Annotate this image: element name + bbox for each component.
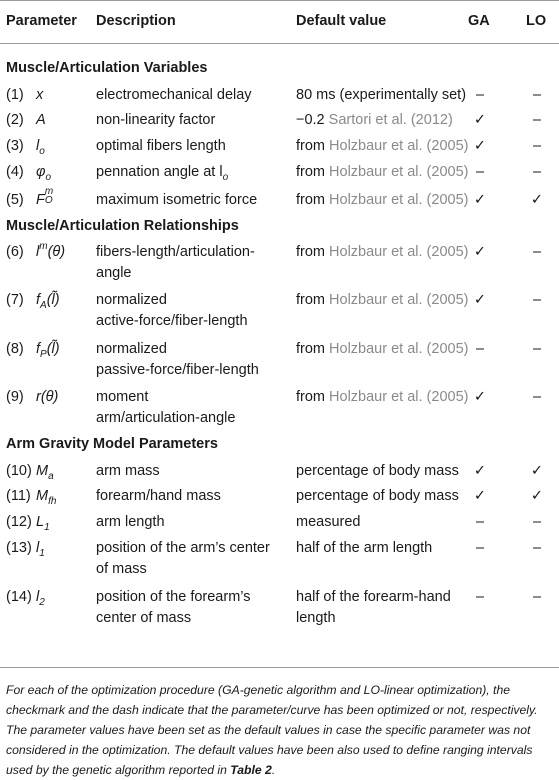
row-default <box>296 162 468 183</box>
row-description: position of the arm’s center <box>96 540 270 556</box>
row-symbol: $f_A(l̃)$ <box>36 292 60 311</box>
row-number: (5) <box>6 192 24 208</box>
citation-link[interactable]: Holzbaur et al. (2005) <box>329 164 469 180</box>
row-description-line2: arm/articulation-angle <box>96 410 236 426</box>
default-value: from <box>296 164 325 180</box>
row-number: (13) <box>6 540 32 556</box>
row-lo-mark: – <box>532 540 542 556</box>
row-symbol: A <box>36 112 46 128</box>
row-ga-mark: ✓ <box>473 463 487 479</box>
row-description: non-linearity factor <box>96 112 216 128</box>
table-footnote <box>6 680 554 780</box>
row-lo-mark: – <box>532 589 542 605</box>
header-default-value: Default value <box>296 13 387 29</box>
row-lo-mark: – <box>532 87 542 103</box>
row-description: normalized <box>96 292 167 308</box>
default-value: from <box>296 389 325 405</box>
row-description: moment <box>96 389 149 405</box>
row-default: 80 ms (experimentally set) <box>296 87 467 103</box>
row-symbol: $\varphi_o$ <box>36 164 52 183</box>
row-symbol: r(θ) <box>36 389 59 405</box>
row-number: (10) <box>6 463 32 479</box>
row-description: optimal fibers length <box>96 138 226 154</box>
row-default <box>296 190 468 211</box>
row-number: (12) <box>6 514 32 530</box>
row-default: measured <box>296 514 361 530</box>
row-ga-mark: ✓ <box>473 488 487 504</box>
footnote-text: For each of the optimization procedure (GA-genetic algorithm and LO-linear optimization), the checkmark and the dash indicate that the parameter/curve has been optimized or not, respectively. The parameter values have been set as the default values in case the specific parameter was not considered in the optimization. The default values have been also used to define ranging intervals used by the genetic algorithm reported in <box>6 683 538 777</box>
row-number: (11) <box>6 488 31 504</box>
default-value: from <box>296 192 325 208</box>
row-ga-mark: ✓ <box>473 389 487 405</box>
row-default: percentage of body mass <box>296 488 459 504</box>
default-value: from <box>296 138 325 154</box>
row-number: (7) <box>6 292 24 308</box>
row-number: (14) <box>6 589 32 605</box>
citation-link[interactable]: Holzbaur et al. (2005) <box>329 389 469 405</box>
row-description-line2: passive-force/fiber-length <box>96 362 259 378</box>
row-number: (6) <box>6 244 24 260</box>
row-ga-mark: – <box>475 341 485 357</box>
row-description: electromechanical delay <box>96 87 252 103</box>
table-bottom-rule <box>0 667 559 668</box>
row-number: (2) <box>6 112 24 128</box>
row-description-line2: of mass <box>96 561 147 577</box>
row-lo-mark: – <box>532 164 542 180</box>
section-title: Arm Gravity Model Parameters <box>6 436 218 452</box>
row-lo-mark: ✓ <box>530 192 544 208</box>
header-rule <box>0 43 559 44</box>
row-lo-mark: ✓ <box>530 463 544 479</box>
header-ga: GA <box>468 13 490 29</box>
row-description-line2: angle <box>96 265 132 281</box>
desc-subscript: o <box>222 172 229 183</box>
row-description-line2: active-force/fiber-length <box>96 313 248 329</box>
row-lo-mark: – <box>532 514 542 530</box>
row-ga-mark: ✓ <box>473 138 487 154</box>
row-ga-mark: ✓ <box>473 292 487 308</box>
header-parameter: Parameter <box>6 13 77 29</box>
row-description: arm mass <box>96 463 160 479</box>
citation-link[interactable]: Holzbaur et al. (2005) <box>329 341 469 357</box>
row-ga-mark: – <box>475 164 485 180</box>
citation-link[interactable]: Sartori et al. (2012) <box>328 112 453 128</box>
row-default: half of the forearm-hand <box>296 589 451 605</box>
row-symbol: $l_1$ <box>36 540 45 559</box>
row-ga-mark: ✓ <box>473 112 487 128</box>
row-ga-mark: – <box>475 87 485 103</box>
citation-link[interactable]: Holzbaur et al. (2005) <box>329 138 469 154</box>
citation-link[interactable]: Holzbaur et al. (2005) <box>329 192 469 208</box>
row-default <box>296 339 468 360</box>
row-description-line2: center of mass <box>96 610 192 626</box>
table-top-rule <box>0 0 559 1</box>
row-default <box>296 242 468 263</box>
row-lo-mark: – <box>532 112 542 128</box>
row-description: maximum isometric force <box>96 192 258 208</box>
row-description: normalized <box>96 341 167 357</box>
row-symbol: $L_1$ <box>36 514 50 533</box>
row-default: half of the arm length <box>296 540 433 556</box>
row-description: position of the forearm’s <box>96 589 251 605</box>
row-default: percentage of body mass <box>296 463 459 479</box>
table-reference-link[interactable]: Table 2 <box>230 763 272 777</box>
row-symbol: x <box>36 87 44 103</box>
row-default <box>296 387 468 408</box>
row-description <box>96 162 228 184</box>
row-symbol: $M_{fh}$ <box>36 488 57 507</box>
row-default <box>296 290 468 311</box>
header-lo: LO <box>526 13 547 29</box>
default-value: −0.2 <box>296 112 325 128</box>
row-lo-mark: – <box>532 389 542 405</box>
footnote-end: . <box>271 763 276 777</box>
row-symbol: $l_o$ <box>36 138 45 157</box>
default-value: from <box>296 292 325 308</box>
citation-link[interactable]: Holzbaur et al. (2005) <box>329 292 469 308</box>
default-value: from <box>296 341 325 357</box>
section-title: Muscle/Articulation Variables <box>6 60 208 76</box>
row-number: (1) <box>6 87 24 103</box>
row-ga-mark: – <box>475 514 485 530</box>
row-lo-mark: ✓ <box>530 488 544 504</box>
row-ga-mark: – <box>475 540 485 556</box>
section-title: Muscle/Articulation Relationships <box>6 218 239 234</box>
default-value: from <box>296 244 325 260</box>
header-description: Description <box>96 13 176 29</box>
row-number: (3) <box>6 138 24 154</box>
desc-text: pennation angle at l <box>96 164 223 180</box>
row-description: forearm/hand mass <box>96 488 221 504</box>
row-lo-mark: – <box>532 138 542 154</box>
row-lo-mark: – <box>532 341 542 357</box>
row-symbol: F m O <box>36 186 54 208</box>
row-symbol: $M_a$ <box>36 463 54 482</box>
row-default-line2: length <box>296 610 336 626</box>
row-description: fibers-length/articulation- <box>96 244 255 260</box>
row-description: arm length <box>96 514 165 530</box>
row-number: (8) <box>6 341 24 357</box>
row-lo-mark: – <box>532 292 542 308</box>
row-default <box>296 110 453 131</box>
row-symbol: $l^m(\theta)$ <box>36 241 66 260</box>
row-symbol: $f_P(l̃)$ <box>36 341 60 360</box>
row-number: (9) <box>6 389 24 405</box>
row-symbol: $l_2$ <box>36 589 45 608</box>
row-default <box>296 136 468 157</box>
row-lo-mark: – <box>532 244 542 260</box>
row-ga-mark: ✓ <box>473 192 487 208</box>
citation-link[interactable]: Holzbaur et al. (2005) <box>329 244 469 260</box>
row-ga-mark: ✓ <box>473 244 487 260</box>
row-number: (4) <box>6 164 24 180</box>
row-ga-mark: – <box>475 589 485 605</box>
